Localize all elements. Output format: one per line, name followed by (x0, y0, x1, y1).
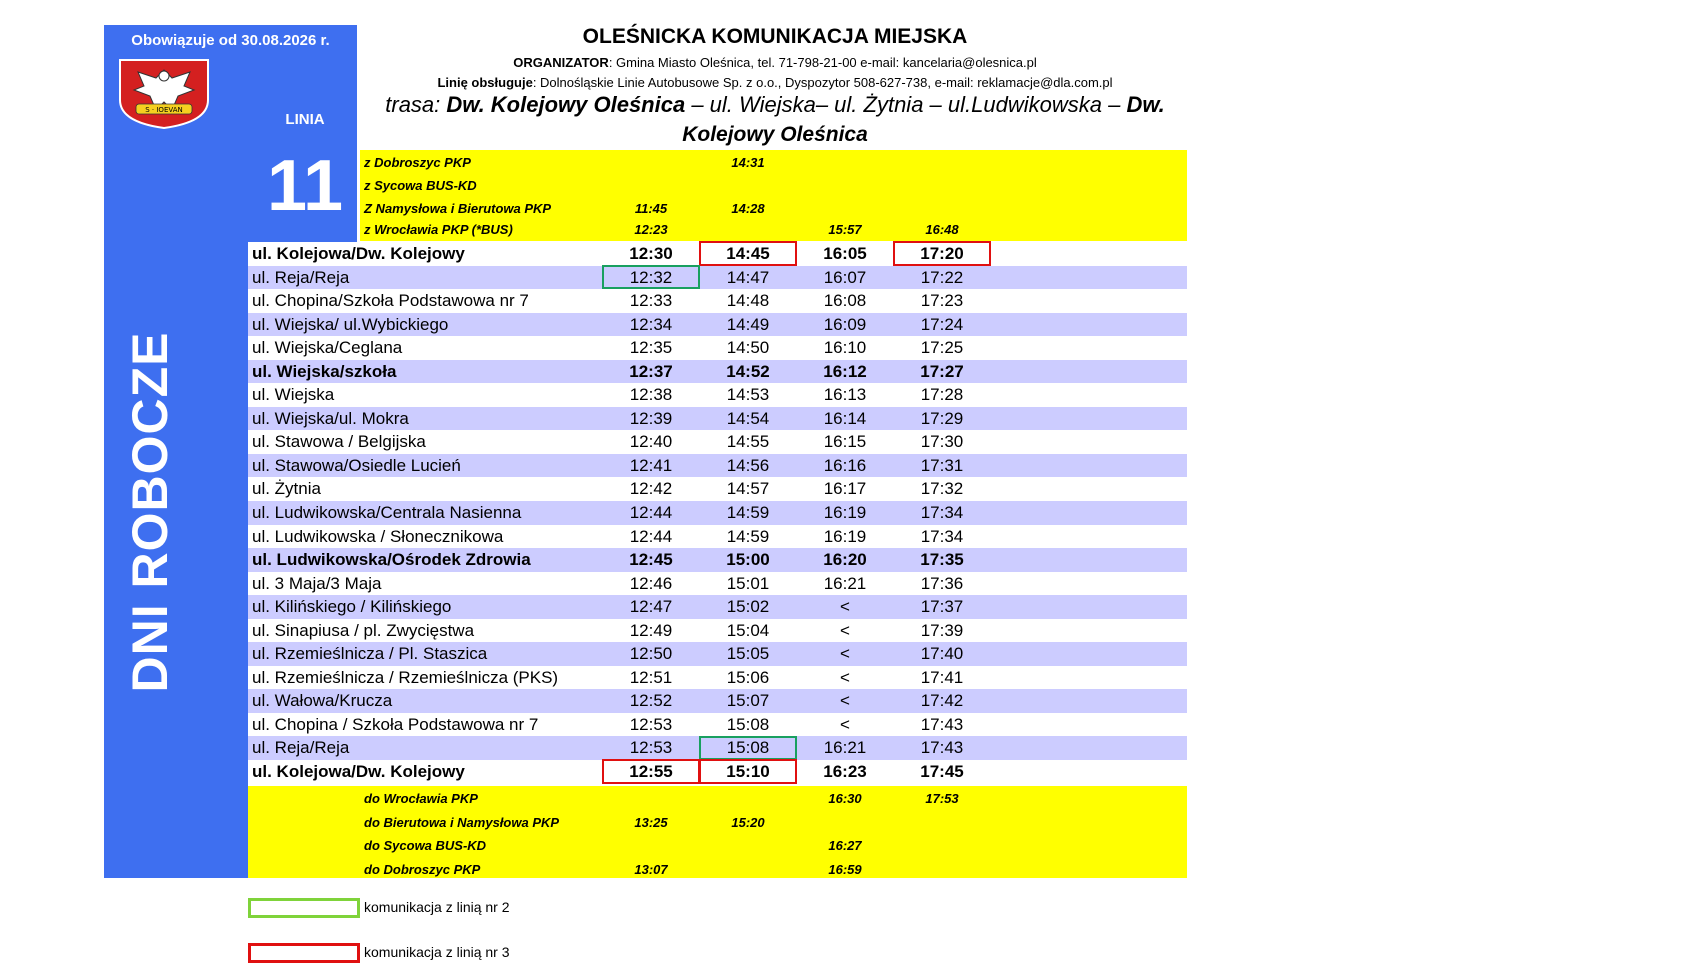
departure-time: 15:05 (726, 644, 770, 664)
departure-time: 13:25 (634, 815, 668, 830)
stop-name: ul. Wiejska/ul. Mokra (252, 408, 409, 428)
legend-text-line-3: komunikacja z linią nr 3 (364, 944, 510, 960)
stop-name: ul. Kolejowa/Dw. Kolejowy (252, 244, 465, 263)
stop-row (248, 760, 1187, 784)
departure-time: 16:59 (828, 862, 862, 877)
city-crest-icon (116, 56, 212, 130)
departure-time: 12:49 (629, 620, 673, 640)
departure-time: 14:55 (726, 432, 770, 452)
departure-time: 12:53 (629, 714, 673, 734)
stop-name: ul. Kolejowa/Dw. Kolejowy (252, 762, 465, 782)
stop-row (248, 336, 1187, 360)
departure-time: 17:24 (920, 314, 964, 334)
departure-row (0, 835, 1683, 857)
crest-ribbon-text: S · IOEVAN (145, 106, 183, 114)
departure-time: 12:44 (629, 526, 673, 546)
arrival-row (0, 152, 1683, 174)
arrival-row (0, 198, 1683, 220)
stop-row (248, 642, 1187, 666)
departure-time: 12:51 (629, 667, 673, 687)
departure-time: 14:52 (726, 361, 770, 381)
departure-time: 16:12 (823, 361, 867, 381)
departure-time: 15:02 (726, 597, 770, 617)
legend-text-line-2: komunikacja z linią nr 2 (364, 899, 510, 915)
stop-name: ul. Ludwikowska / Słonecznikowa (252, 526, 504, 546)
arrival-time: 11:45 (634, 201, 668, 216)
arrival-row (0, 175, 1683, 197)
departure-time: 16:19 (823, 526, 867, 546)
stop-name: ul. Chopina/Szkoła Podstawowa nr 7 (252, 291, 529, 311)
stop-row (248, 289, 1187, 313)
stop-name: ul. Stawowa / Belgijska (252, 432, 426, 452)
departure-time: 17:34 (920, 526, 964, 546)
arrival-time: 16:48 (925, 222, 959, 237)
route-start: Dw. Kolejowy Oleśnica (446, 92, 686, 117)
stop-row (248, 477, 1187, 501)
departure-time: < (840, 597, 850, 617)
departure-time: 17:39 (920, 620, 964, 640)
departure-time: 12:44 (629, 503, 673, 523)
departure-time: 16:16 (823, 455, 867, 475)
stop-name: ul. Ludwikowska/Centrala Nasienna (252, 503, 522, 523)
departure-time: 16:08 (823, 291, 867, 311)
line-number: 11 (266, 146, 344, 226)
stop-name: ul. Żytnia (252, 479, 321, 499)
departure-time: < (840, 691, 850, 711)
timetable (248, 242, 1187, 784)
stop-row (248, 689, 1187, 713)
departure-time: 14:47 (726, 267, 770, 287)
departure-time: 14:56 (726, 455, 770, 475)
stop-name: ul. Rzemieślnicza / Pl. Staszica (252, 644, 488, 664)
stop-name: ul. Rzemieślnicza / Rzemieślnicza (PKS) (252, 667, 559, 687)
departure-time: 15:20 (731, 815, 765, 830)
departure-time: 12:33 (629, 291, 673, 311)
operator-info (355, 75, 1195, 90)
departure-time: 14:59 (726, 503, 770, 523)
departure-time: 14:45 (726, 244, 770, 263)
departure-time: < (840, 714, 850, 734)
departure-time: 14:48 (726, 291, 770, 311)
departure-row (0, 788, 1683, 810)
departure-time: 16:17 (823, 479, 867, 499)
stop-name: ul. Wiejska/szkoła (252, 361, 397, 381)
departure-time: 17:23 (920, 291, 964, 311)
departure-time: 14:54 (726, 408, 770, 428)
valid-from-date: Obowiązuje od 30.08.2026 r. (131, 32, 330, 49)
route-prefix: trasa: (385, 92, 447, 117)
departure-time: 17:22 (920, 267, 964, 287)
route-description (355, 92, 1195, 118)
arrival-time: 15:57 (828, 222, 862, 237)
stop-row (248, 430, 1187, 454)
day-type-label: DNI ROBOCZE (122, 331, 178, 693)
departure-time: 12:34 (629, 314, 673, 334)
departure-time: < (840, 667, 850, 687)
departure-time: 15:08 (726, 738, 770, 758)
departure-time: 12:53 (629, 738, 673, 758)
departure-time: 16:19 (823, 503, 867, 523)
operator-label: Linię obsługuje (437, 75, 533, 90)
stop-name: ul. Kilińskiego / Kilińskiego (252, 597, 452, 617)
departure-time: 16:10 (823, 338, 867, 358)
departure-time: 16:14 (823, 408, 867, 428)
departure-row (0, 859, 1683, 881)
stop-name: ul. Reja/Reja (252, 267, 350, 287)
departure-time: 12:52 (629, 691, 673, 711)
departure-time: 14:59 (726, 526, 770, 546)
stop-row (248, 407, 1187, 431)
stop-row (248, 595, 1187, 619)
stop-name: ul. Stawowa/Osiedle Lucień (252, 455, 461, 475)
departure-time: 16:20 (823, 550, 867, 570)
departure-time: 14:49 (726, 314, 770, 334)
departure-time: 12:30 (629, 244, 673, 263)
stop-row (248, 383, 1187, 407)
departure-time: 17:41 (920, 667, 964, 687)
departure-time: 16:05 (823, 244, 867, 263)
departure-time: 17:27 (920, 361, 964, 381)
departure-time: < (840, 620, 850, 640)
departure-time: 12:46 (629, 573, 673, 593)
departure-time: 17:53 (925, 791, 959, 806)
departure-time: 12:38 (629, 385, 673, 405)
legend-swatch-line-3 (248, 943, 360, 963)
arrival-time: 14:28 (731, 201, 765, 216)
departure-time: 17:43 (920, 714, 964, 734)
stop-name: ul. Ludwikowska/Ośrodek Zdrowia (252, 550, 531, 570)
departure-time: 15:01 (726, 573, 770, 593)
stop-name: ul. Chopina / Szkoła Podstawowa nr 7 (252, 714, 539, 734)
departure-time: 16:23 (823, 762, 867, 782)
stop-row (248, 525, 1187, 549)
legend-swatch-line-2 (248, 898, 360, 918)
stop-name: ul. Wiejska/ ul.Wybickiego (252, 314, 449, 334)
departure-time: 15:00 (726, 550, 770, 570)
departure-time: 12:42 (629, 479, 673, 499)
stop-row (248, 548, 1187, 572)
stop-name: ul. Wałowa/Krucza (252, 691, 393, 711)
departure-time: 12:50 (629, 644, 673, 664)
stop-row (248, 619, 1187, 643)
departure-time: 12:32 (629, 267, 673, 287)
stop-name: ul. 3 Maja/3 Maja (252, 573, 382, 593)
operator-text: : Dolnośląskie Linie Autobusowe Sp. z o.o., Dyspozytor 508-627-738, e-mail: reklamacje@dla.com.pl (532, 75, 1113, 90)
stop-row (248, 666, 1187, 690)
departure-time: 16:21 (823, 738, 867, 758)
departure-time: 17:34 (920, 503, 964, 523)
page-title: OLEŚNICKA KOMUNIKACJA MIEJSKA (582, 25, 968, 48)
departure-time: 14:53 (726, 385, 770, 405)
departure-label: do Wrocławia PKP (364, 791, 478, 806)
arrival-label: Z Namysłowa i Bierutowa PKP (364, 201, 552, 216)
stop-name: ul. Wiejska (252, 385, 335, 405)
stop-name: ul. Reja/Reja (252, 738, 350, 758)
organizer-info (355, 55, 1195, 70)
departure-time: 14:50 (726, 338, 770, 358)
stop-row (248, 266, 1187, 290)
departure-label: do Bierutowa i Namysłowa PKP (364, 815, 560, 830)
departure-time: 17:45 (920, 762, 964, 782)
route-end: Kolejowy Oleśnica (682, 123, 868, 146)
departure-time: 12:55 (629, 762, 673, 782)
departure-time: 16:13 (823, 385, 867, 405)
departure-time: 17:28 (920, 385, 964, 405)
arrival-row (0, 219, 1683, 241)
departure-time: 17:43 (920, 738, 964, 758)
line-label: LINIA (285, 111, 325, 128)
departure-time: 16:21 (823, 573, 867, 593)
stop-row (248, 736, 1187, 760)
arrival-label: z Sycowa BUS-KD (364, 178, 477, 193)
stop-row (248, 572, 1187, 596)
departure-time: 13:07 (634, 862, 668, 877)
departure-time: 17:20 (920, 244, 964, 263)
departure-time: 17:29 (920, 408, 964, 428)
stop-row (248, 713, 1187, 737)
departure-time: 15:08 (726, 714, 770, 734)
stop-row (248, 454, 1187, 478)
departure-time: 16:09 (823, 314, 867, 334)
departure-time: 12:47 (629, 597, 673, 617)
departure-time: 12:39 (629, 408, 673, 428)
stop-name: ul. Wiejska/Ceglana (252, 338, 403, 358)
route-end-a: Dw. (1126, 92, 1165, 117)
departure-time: < (840, 644, 850, 664)
organizer-text: : Gmina Miasto Oleśnica, tel. 71-798-21-00 e-mail: kancelaria@olesnica.pl (608, 55, 1037, 70)
departure-time: 17:42 (920, 691, 964, 711)
departure-time: 16:07 (823, 267, 867, 287)
departure-time: 15:06 (726, 667, 770, 687)
departure-time: 15:10 (726, 762, 770, 782)
departure-time: 17:30 (920, 432, 964, 452)
departure-time: 12:35 (629, 338, 673, 358)
stop-row (248, 360, 1187, 384)
departure-time: 14:57 (726, 479, 770, 499)
departure-time: 12:45 (629, 550, 673, 570)
departure-time: 12:37 (629, 361, 673, 381)
arrival-label: z Dobroszyc PKP (364, 155, 471, 170)
route-middle: – ul. Wiejska– ul. Żytnia – ul.Ludwikowska – (685, 92, 1127, 117)
departure-time: 12:40 (629, 432, 673, 452)
departure-time: 16:27 (828, 838, 862, 853)
departure-label: do Sycowa BUS-KD (364, 838, 487, 853)
departure-row (0, 812, 1683, 834)
stop-name: ul. Sinapiusa / pl. Zwycięstwa (252, 620, 475, 640)
arrival-time: 12:23 (634, 222, 668, 237)
stop-row (248, 501, 1187, 525)
organizer-label: ORGANIZATOR (513, 55, 609, 70)
stop-row (248, 242, 1187, 266)
departure-time: 16:15 (823, 432, 867, 452)
departure-time: 15:07 (726, 691, 770, 711)
arrival-label: z Wrocławia PKP (*BUS) (364, 222, 513, 237)
departure-time: 12:41 (629, 455, 673, 475)
departure-time: 16:30 (828, 791, 862, 806)
departure-time: 17:35 (920, 550, 964, 570)
departure-time: 17:40 (920, 644, 964, 664)
departure-time: 17:36 (920, 573, 964, 593)
departure-time: 17:37 (920, 597, 964, 617)
arrival-time: 14:31 (731, 155, 765, 170)
departure-time: 17:32 (920, 479, 964, 499)
departure-time: 17:25 (920, 338, 964, 358)
stop-row (248, 313, 1187, 337)
departure-time: 15:04 (726, 620, 770, 640)
departure-label: do Dobroszyc PKP (364, 862, 481, 877)
departure-time: 17:31 (920, 455, 964, 475)
